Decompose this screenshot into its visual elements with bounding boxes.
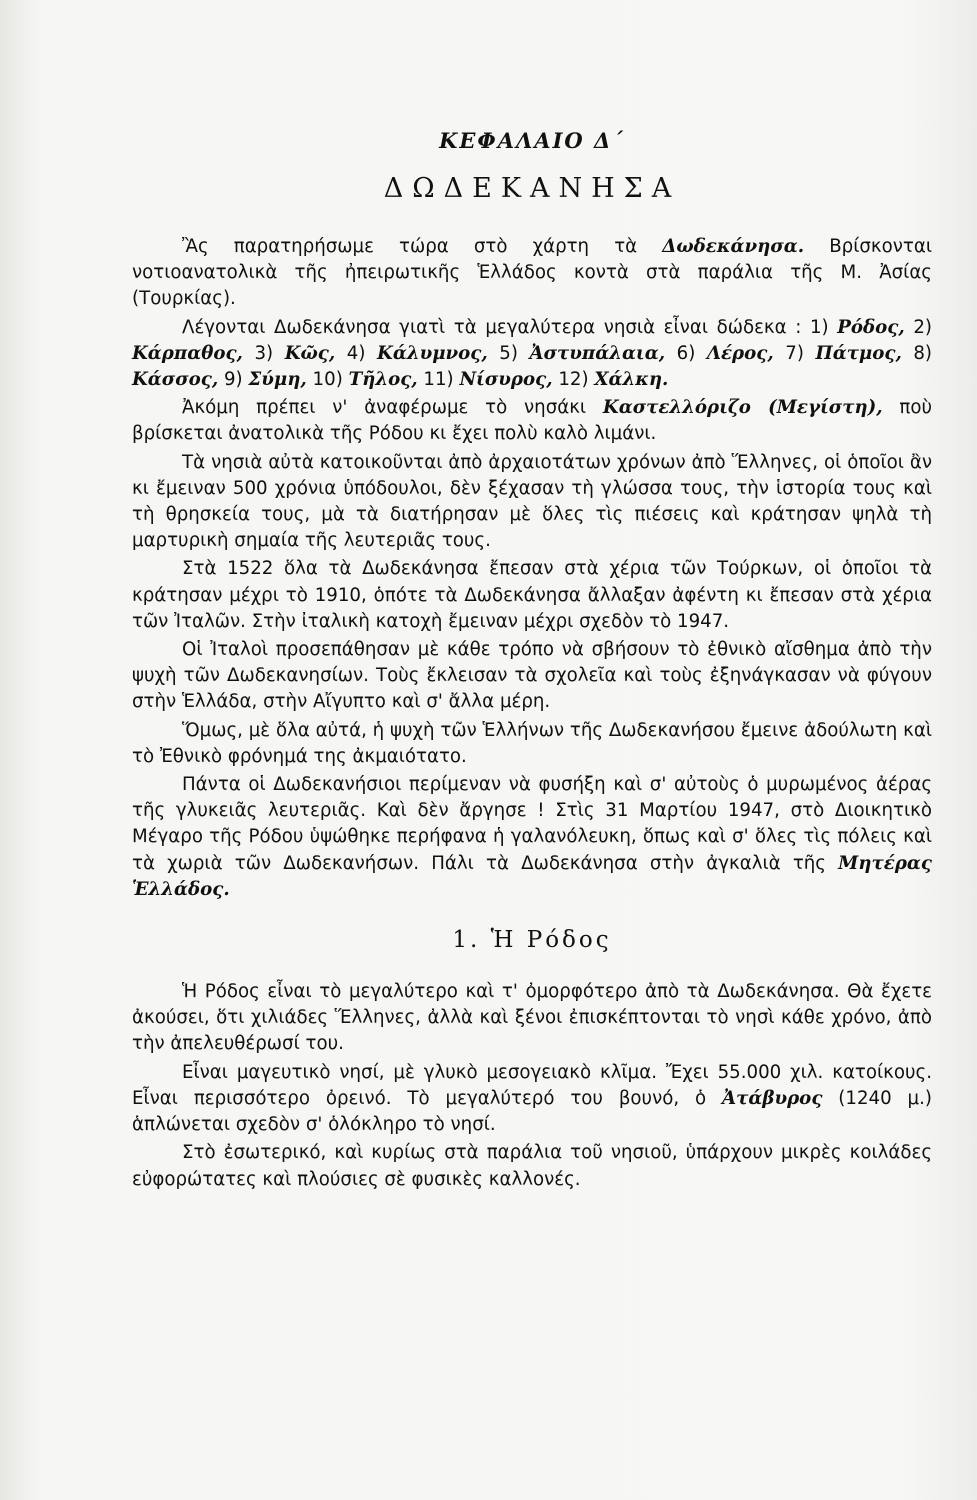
paragraph-history: Στὰ 1522 ὅλα τὰ Δωδεκάνησα ἔπεσαν στὰ χέρια τῶν Τούρκων, οἱ ὁποῖοι τὰ κράτησαν μέχρι τὸ 1910, ὁπότε τὰ Δωδεκάνησα ἄλλαξαν ἀφέντη κι ἔπεσαν στὰ χέρια τῶν Ἰταλῶν. Στὴν ἰταλικὴ κατοχὴ ἔμειναν μέχρι σχεδὸν τὸ 1947. (132, 558, 932, 632)
section-title: 1. Ἡ Ρόδος (452, 927, 612, 954)
paragraph-inhabitants: Τὰ νησιὰ αὐτὰ κατοικοῦνται ἀπὸ ἀρχαιοτάτων χρόνων ἀπὸ Ἕλληνες, οἱ ὁποῖοι ἂν κι ἔμειναν 500 χρόνια ὑπόδουλοι, δὲν ξέχασαν τὴ γλώσσα τους, τὴν ἱστορία τους καὶ τὴ θρησκεία τους, μὰ τὰ διατήρησαν μὲ ὅλες τὶς πιέσεις καὶ κράτησαν ψηλὰ τὴ μαρτυρικὴ σημαία τῆς λευτεριᾶς τους. (132, 451, 932, 552)
paragraph-italians: Οἱ Ἰταλοὶ προσεπάθησαν μὲ κάθε τρόπο νὰ σβήσουν τὸ ἐθνικὸ αἴσθημα ἀπὸ τὴν ψυχὴ τῶν Δωδεκανησίων. Τοὺς ἔκλεισαν τὰ σχολεῖα καὶ τοὺς ἐξηνάγκασαν νὰ φύγουν στὴν Ἑλλάδα, στὴν Αἴγυπτο καὶ σ' ἄλλα μέρη. (132, 639, 932, 713)
paragraph-kastellorizo: Ἀκόμη πρέπει ν' ἀναφέρωμε τὸ νησάκι Καστελλόριζο (Μεγίστη), ποὺ βρίσκεται ἀνατολικὰ τῆς Ρόδου κι ἔχει πολὺ καλὸ λιμάνι. (132, 397, 932, 445)
paragraph-liberation: Πάντα οἱ Δωδεκανήσιοι περίμεναν νὰ φυσήξη καὶ σ' αὐτοὺς ὁ μυρωμένος ἀέρας τῆς γλυκειᾶς λευτεριᾶς. Καὶ δὲν ἄργησε ! Στὶς 31 Μαρτίου 1947, στὸ Διοικητικὸ Μέγαρο τῆς Ρόδου ὑψώθηκε περήφανα ἡ γαλανόλευκη, ὅπως καὶ σ' ὅλες τὶς πόλεις καὶ τὰ χωριὰ τῶν Δωδεκανήσων. Πάλι τὰ Δωδεκάνησα στὴν ἀγκαλιὰ τῆς Μητέρας Ἑλλάδος. (132, 774, 932, 900)
paragraph-intro: Ἂς παρατηρήσωμε τώρα στὸ χάρτη τὰ Δωδεκάνησα. Βρίσκονται νοτιοανατολικὰ τῆς ἠπειρωτικῆς Ἑλλάδος κοντὰ στὰ παράλια τῆς Μ. Ἀσίας (Τουρκίας). (132, 236, 932, 310)
chapter-label: ΚΕΦΑΛΑΙΟ Δ΄ (439, 128, 625, 153)
page-content (132, 128, 932, 1195)
paragraph-rhodes-intro: Ἡ Ρόδος εἶναι τὸ μεγαλύτερο καὶ τ' ὀμορφότερο ἀπὸ τὰ Δωδεκάνησα. Θὰ ἔχετε ἀκούσει, ὅτι χιλιάδες Ἕλληνες, ἀλλὰ καὶ ξένοι ἐπισκέπτονται τὸ νησὶ κάθε χρόνο, ἀπὸ τὴν ἀπελευθέρωσί του. (132, 981, 932, 1055)
paragraph-islands-list: Λέγονται Δωδεκάνησα γιατὶ τὰ μεγαλύτερα νησιὰ εἶναι δώδεκα : 1) Ρόδος, 2) Κάρπαθος, 3) Κῶς, 4) Κάλυμνος, 5) Ἀστυπάλαια, 6) Λέρος, 7) Πάτμος, 8) Κάσσος, 9) Σύμη, 10) Τῆλος, 11) Νίσυρος, 12) Χάλκη. (132, 316, 933, 391)
paragraph-spirit: Ὅμως, μὲ ὅλα αὐτά, ἡ ψυχὴ τῶν Ἑλλήνων τῆς Δωδεκανήσου ἔμεινε ἀδούλωτη καὶ τὸ Ἐθνικὸ φρόνημά της ἀκμαιότατο. (132, 719, 932, 767)
term-dodecanese: Δωδεκάνησα. (662, 236, 805, 257)
paragraph-rhodes-valleys: Στὸ ἐσωτερικό, καὶ κυρίως στὰ παράλια τοῦ νησιοῦ, ὑπάρχουν μικρὲς κοιλάδες εὐφορώτατες καὶ πλούσιες σὲ φυσικὲς καλλονές. (132, 1142, 932, 1190)
paragraph-rhodes-climate: Εἶναι μαγευτικὸ νησί, μὲ γλυκὸ μεσογειακὸ κλῖμα. Ἔχει 55.000 χιλ. κατοίκους. Εἶναι περισσότερο ὀρεινό. Τὸ μεγαλύτερό του βουνό, ὁ Ἀτάβυρος (1240 μ.) ἁπλώνεται σχεδὸν σ' ὁλόκληρο τὸ νησί. (132, 1061, 932, 1136)
chapter-title: ΔΩΔΕΚΑΝΗΣΑ (383, 173, 681, 204)
